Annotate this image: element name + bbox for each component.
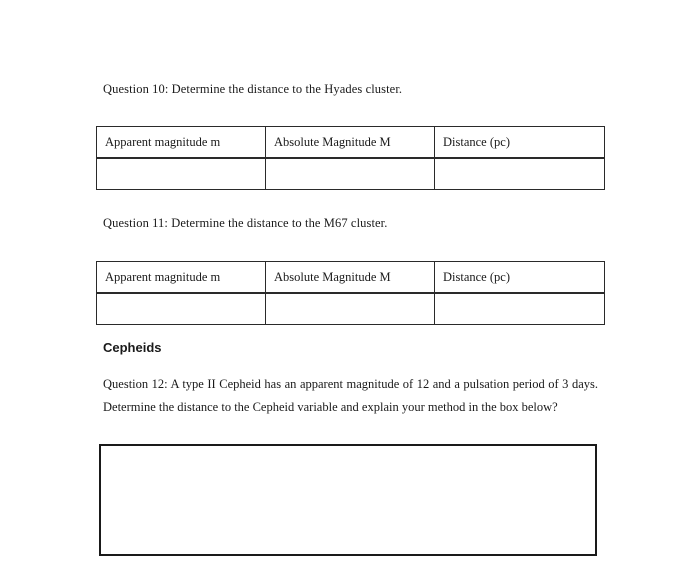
- apparent-magnitude-cell[interactable]: [97, 158, 266, 190]
- col-absolute-magnitude: Absolute Magnitude M: [266, 127, 435, 159]
- m67-answer-table: [96, 261, 605, 325]
- distance-cell[interactable]: [435, 293, 605, 325]
- col-apparent-magnitude: Apparent magnitude m: [97, 262, 266, 294]
- section-heading-cepheids: Cepheids: [103, 340, 162, 355]
- table-row: [97, 293, 605, 325]
- col-absolute-magnitude: Absolute Magnitude M: [266, 262, 435, 294]
- question-12-prompt: Question 12: A type II Cepheid has an apparent magnitude of 12 and a pulsation period of 3 days. Determine the distance to the Cepheid variable and explain your method in the box below?: [103, 377, 598, 414]
- col-apparent-magnitude: Apparent magnitude m: [97, 127, 266, 159]
- absolute-magnitude-cell[interactable]: [266, 293, 435, 325]
- table-header-row: [97, 262, 605, 294]
- distance-cell[interactable]: [435, 158, 605, 190]
- col-distance: Distance (pc): [435, 262, 605, 294]
- col-distance: Distance (pc): [435, 127, 605, 159]
- absolute-magnitude-cell[interactable]: [266, 158, 435, 190]
- hyades-answer-table: [96, 126, 605, 190]
- question-10-prompt: Question 10: Determine the distance to the Hyades cluster.: [103, 82, 403, 96]
- table-header-row: [97, 127, 605, 159]
- question-11-prompt: Question 11: Determine the distance to the M67 cluster.: [103, 216, 388, 230]
- apparent-magnitude-cell[interactable]: [97, 293, 266, 325]
- answer-box[interactable]: [99, 444, 597, 556]
- table-row: [97, 158, 605, 190]
